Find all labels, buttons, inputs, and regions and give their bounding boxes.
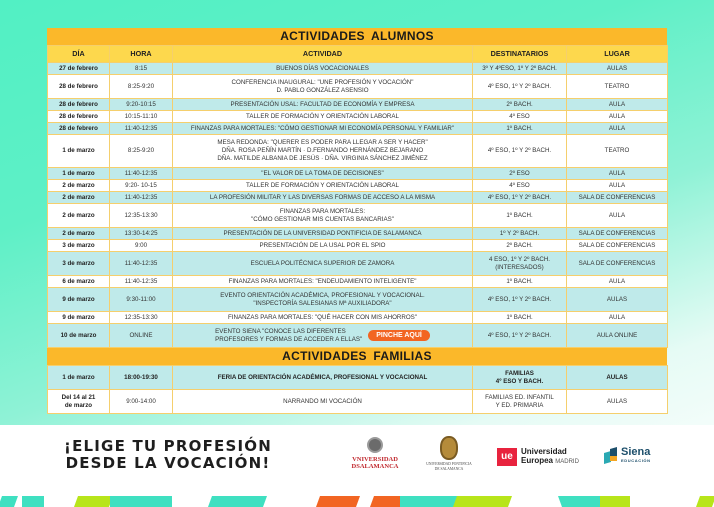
students-rows [48, 63, 668, 348]
time-cell: 18:00-19:30 [110, 366, 173, 390]
audience-cell: 4º ESO, 1º Y 2º BACH. [473, 324, 567, 348]
audience-cell: 4º ESO, 1º Y 2º BACH. [473, 75, 567, 99]
table-row [48, 180, 668, 192]
day-cell: 28 de febrero [48, 111, 110, 123]
pinche-aqui-button[interactable]: PINCHE AQUÍ [368, 330, 430, 341]
activity-cell: LA PROFESIÓN MILITAR Y LAS DIVERSAS FORMAS DE ACCESO A LA MISMA [173, 192, 473, 204]
day-cell: 2 de marzo [48, 192, 110, 204]
column-header-row [48, 46, 668, 63]
ue-mark-icon: ue [497, 448, 517, 466]
day-cell: 1 de marzo [48, 168, 110, 180]
activity-cell: EVENTO ORIENTACIÓN ACADÉMICA, PROFESIONAL Y VOCACIONAL. "INSPECTORÍA SALESIANAS Mª AUXILIADORA" [173, 288, 473, 312]
audience-cell: 1º BACH. [473, 276, 567, 288]
siena-book-icon [604, 446, 618, 464]
audience-cell: 3º Y 4ºESO, 1º Y 2º BACH. [473, 63, 567, 75]
place-cell: SALA DE CONFERENCIAS [567, 228, 668, 240]
table-row [48, 111, 668, 123]
place-cell: SALA DE CONFERENCIAS [567, 192, 668, 204]
activity-cell: EVENTO SIENA "CONOCE LAS DIFERENTES PROFESORES Y FORMAS DE ACCEDER A ELLAS" PINCHE AQUÍ [173, 324, 473, 348]
place-cell: AULAS [567, 390, 668, 414]
slogan-line-2: DESDE LA VOCACIÓN! [65, 454, 271, 472]
time-cell: 13:30-14:25 [110, 228, 173, 240]
time-cell: 11:40-12:35 [110, 276, 173, 288]
day-cell: 3 de marzo [48, 240, 110, 252]
time-cell: 11:40-12:35 [110, 168, 173, 180]
upsa-logo [424, 436, 474, 471]
activity-cell: MESA REDONDA: "QUERER ES PODER PARA LLEGAR A SER Y HACER" DÑA. ROSA PEÑÍN MARTÍN · D.FERNANDO HERNÁNDEZ BEJARANO DÑA. MATILDE ALBANIA DE JESÚS · DÑA. VIRGINIA SÁNCHEZ JIMÉNEZ [173, 135, 473, 168]
time-cell: ONLINE [110, 324, 173, 348]
activity-cell: FINANZAS PARA MORTALES: "CÓMO GESTIONAR MIS CUENTAS BANCARIAS" [173, 204, 473, 228]
activity-cell: PRESENTACIÓN USAL: FACULTAD DE ECONOMÍA Y EMPRESA [173, 99, 473, 111]
day-cell: 9 de marzo [48, 312, 110, 324]
activity-cell: CONFERENCIA INAUGURAL: "UNE PROFESIÓN Y VOCACIÓN" D. PABLO GONZÁLEZ ASENSIO [173, 75, 473, 99]
usal-logo [350, 437, 400, 470]
table-row [48, 99, 668, 111]
place-cell: AULA [567, 312, 668, 324]
audience-cell: 4 ESO, 1º Y 2º BACH. (INTERESADOS) [473, 252, 567, 276]
activity-cell: BUENOS DÍAS VOCACIONALES [173, 63, 473, 75]
place-cell: AULAS [567, 63, 668, 75]
activity-cell: TALLER DE FORMACIÓN Y ORIENTACIÓN LABORAL [173, 180, 473, 192]
audience-cell: 4º ESO [473, 111, 567, 123]
audience-cell: 4º ESO [473, 180, 567, 192]
uem-line-1: Universidad [521, 447, 567, 456]
table-row [48, 228, 668, 240]
activity-cell: PRESENTACIÓN DE LA UNIVERSIDAD PONTIFICIA DE SALAMANCA [173, 228, 473, 240]
day-cell: 2 de marzo [48, 180, 110, 192]
day-cell: 2 de marzo [48, 228, 110, 240]
header-activity: ACTIVIDAD [173, 46, 473, 63]
families-rows [48, 366, 668, 414]
header-time: HORA [110, 46, 173, 63]
day-cell: 1 de marzo [48, 135, 110, 168]
day-cell: 28 de febrero [48, 75, 110, 99]
header-place: LUGAR [567, 46, 668, 63]
table-row [48, 204, 668, 228]
time-cell: 9:00-14:00 [110, 390, 173, 414]
table-row [48, 366, 668, 390]
siena-logo [604, 446, 651, 464]
table-row [48, 135, 668, 168]
time-cell: 12:35-13:30 [110, 312, 173, 324]
families-section-title: ACTIVIDADES FAMILIAS [47, 348, 667, 365]
day-cell: 28 de febrero [48, 123, 110, 135]
audience-cell: 1º BACH. [473, 312, 567, 324]
header-day: DÍA [48, 46, 110, 63]
upsa-logo-text-2: DE SALAMANCA [434, 466, 464, 471]
day-cell: 28 de febrero [48, 99, 110, 111]
time-cell: 9:00 [110, 240, 173, 252]
table-row [48, 288, 668, 312]
place-cell: AULAS [567, 288, 668, 312]
table-row [48, 123, 668, 135]
slogan-line-1: ¡ELIGE TU PROFESIÓN [64, 437, 272, 455]
day-cell: 2 de marzo [48, 204, 110, 228]
place-cell: SALA DE CONFERENCIAS [567, 252, 668, 276]
time-cell: 8:15 [110, 63, 173, 75]
header-audience: DESTINATARIOS [473, 46, 567, 63]
audience-cell: 1º BACH. [473, 204, 567, 228]
time-cell: 11:40-12:35 [110, 252, 173, 276]
place-cell: TEATRO [567, 75, 668, 99]
day-cell: 3 de marzo [48, 252, 110, 276]
usal-logo-text-1: VNIVERSIDAD [352, 456, 398, 463]
audience-cell: FAMILIAS ED. INFANTIL Y ED. PRIMARIA [473, 390, 567, 414]
table-row [48, 312, 668, 324]
time-cell: 9:20-10:15 [110, 99, 173, 111]
place-cell: AULA [567, 168, 668, 180]
place-cell: AULAS [567, 366, 668, 390]
place-cell: AULA [567, 276, 668, 288]
time-cell: 11:40-12:35 [110, 123, 173, 135]
siena-sub: EDUCACIÓN [621, 458, 651, 463]
table-row [48, 192, 668, 204]
place-cell: AULA [567, 204, 668, 228]
activity-cell: NARRANDO MI VOCACIÓN [173, 390, 473, 414]
time-cell: 12:35-13:30 [110, 204, 173, 228]
upsa-logo-text-1: UNIVERSIDAD PONTIFICIA [426, 462, 472, 466]
place-cell: AULA [567, 111, 668, 123]
place-cell: AULA [567, 99, 668, 111]
audience-cell: 1º Y 2º BACH. [473, 228, 567, 240]
audience-cell: 2º BACH. [473, 240, 567, 252]
place-cell: AULA ONLINE [567, 324, 668, 348]
place-cell: AULA [567, 180, 668, 192]
day-cell: 10 de marzo [48, 324, 110, 348]
upsa-crest-icon [440, 436, 458, 460]
families-table [47, 365, 668, 414]
audience-cell: 1º BACH. [473, 123, 567, 135]
time-cell: 9:20- 10-15 [110, 180, 173, 192]
time-cell: 8:25-9:20 [110, 135, 173, 168]
time-cell: 9:30-11:00 [110, 288, 173, 312]
table-row [48, 252, 668, 276]
table-row [48, 168, 668, 180]
table-row [48, 75, 668, 99]
time-cell: 11:40-12:35 [110, 192, 173, 204]
table-row [48, 276, 668, 288]
place-cell: TEATRO [567, 135, 668, 168]
usal-seal-icon [367, 437, 383, 453]
day-cell: 27 de febrero [48, 63, 110, 75]
activity-cell: TALLER DE FORMACIÓN Y ORIENTACIÓN LABORAL [173, 111, 473, 123]
table-row [48, 390, 668, 414]
activity-cell: "EL VALOR DE LA TOMA DE DECISIONES" [173, 168, 473, 180]
uem-city: MADRID [555, 459, 579, 465]
activity-cell: FINANZAS PARA MORTALES: "QUÉ HACER CON MIS AHORROS" [173, 312, 473, 324]
table-row [48, 63, 668, 75]
day-cell: Del 14 al 21 de marzo [48, 390, 110, 414]
table-row [48, 324, 668, 348]
table-row [48, 240, 668, 252]
day-cell: 1 de marzo [48, 366, 110, 390]
day-cell: 6 de marzo [48, 276, 110, 288]
audience-cell: FAMILIAS 4º ESO Y BACH. [473, 366, 567, 390]
activity-cell: PRESENTACIÓN DE LA USAL POR EL SPIO [173, 240, 473, 252]
audience-cell: 4º ESO, 1º Y 2º BACH. [473, 135, 567, 168]
students-section-title: ACTIVIDADES ALUMNOS [47, 28, 667, 45]
audience-cell: 4º ESO, 1º Y 2º BACH. [473, 288, 567, 312]
time-cell: 8:25-9:20 [110, 75, 173, 99]
audience-cell: 4º ESO, 1º Y 2º BACH. [473, 192, 567, 204]
audience-cell: 2º BACH. [473, 99, 567, 111]
schedule-table [47, 28, 667, 414]
universidad-europea-logo [497, 447, 579, 467]
audience-cell: 2º ESO [473, 168, 567, 180]
time-cell: 10:15-11:10 [110, 111, 173, 123]
place-cell: SALA DE CONFERENCIAS [567, 240, 668, 252]
siena-name: Siena [621, 446, 651, 458]
activity-cell: FERIA DE ORIENTACIÓN ACADÉMICA, PROFESIONAL Y VOCACIONAL [173, 366, 473, 390]
day-cell: 9 de marzo [48, 288, 110, 312]
place-cell: AULA [567, 123, 668, 135]
uem-line-2: Europea [521, 456, 554, 465]
activity-cell: FINANZAS PARA MORTALES: "CÓMO GESTIONAR MI ECONOMÍA PERSONAL Y FAMILIAR" [173, 123, 473, 135]
students-table [47, 45, 668, 348]
activity-cell: ESCUELA POLITÉCNICA SUPERIOR DE ZAMORA [173, 252, 473, 276]
slogan [48, 438, 288, 472]
activity-cell: FINANZAS PARA MORTALES: "ENDEUDAMIENTO INTELIGENTE" [173, 276, 473, 288]
usal-logo-text-2: DSALAMANCA [351, 463, 399, 470]
